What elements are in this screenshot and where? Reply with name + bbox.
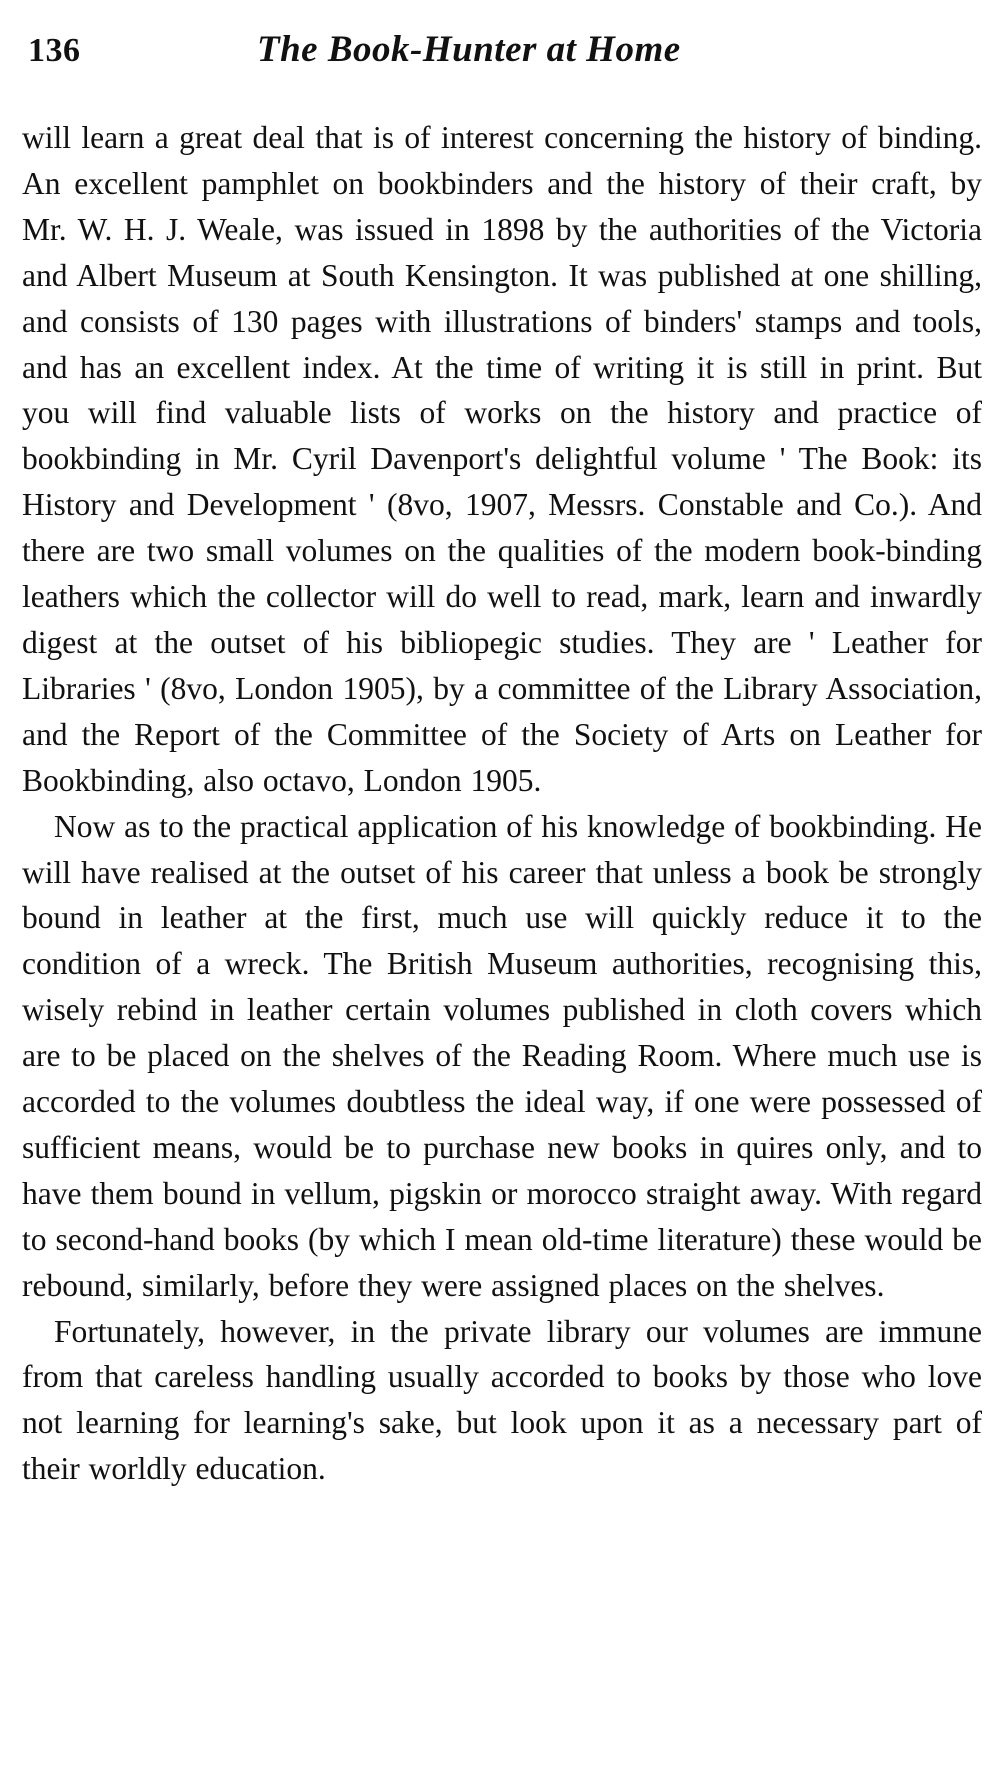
paragraph-private-library: Fortunately, however, in the private library our volumes are immune from that careless handling usually accorded to books by those who love not learning for learning's sake, but look upon it as a necessary part of their worldly education. [22,1313,982,1487]
page-number: 136 [28,32,81,69]
book-page [22,10,982,1492]
body-text [22,115,982,1492]
paragraph-practical-application: Now as to the practical application of his knowledge of bookbinding. He will have realised at the outset of his career that unless a book be strongly bound in leather at the first, much use will quickly reduce it to the condition of a wreck. The British Museum authorities, recognising this, wisely rebind in leather certain volumes published in cloth covers which are to be placed on the shelves of the Reading Room. Where much use is accorded to the volumes doubtless the ideal way, if one were possessed of sufficient means, would be to purchase new books in quires only, and to have them bound in vellum, pigskin or morocco straight away. With regard to second-hand books (by which I mean old-time literature) these would be rebound, similarly, before they were assigned places on the shelves. [22,808,982,1303]
paragraph-continued: will learn a great deal that is of interest concerning the history of binding. An excellent pamphlet on bookbinders and the history of their craft, by Mr. W. H. J. Weale, was issued in 1898 by the authorities of the Victoria and Albert Museum at South Kensington. It was published at one shilling, and consists of 130 pages with illustrations of binders' stamps and tools, and has an excellent index. At the time of writing it is still in print. But you will find valuable lists of works on the history and practice of bookbinding in Mr. Cyril Davenport's delightful volume ' The Book: its History and Development ' (8vo, 1907, Messrs. Constable and Co.). And there are two small volumes on the qualities of the modern book-binding leathers which the collector will do well to read, mark, learn and inwardly digest at the outset of his bibliopegic studies. They are ' Leather for Libraries ' (8vo, London 1905), by a committee of the Library Association, and the Report of the Committee of the Society of Arts on Leather for Bookbinding, also octavo, London 1905. [22,120,982,798]
running-head [22,10,982,70]
running-title: The Book-Hunter at Home [257,29,681,70]
